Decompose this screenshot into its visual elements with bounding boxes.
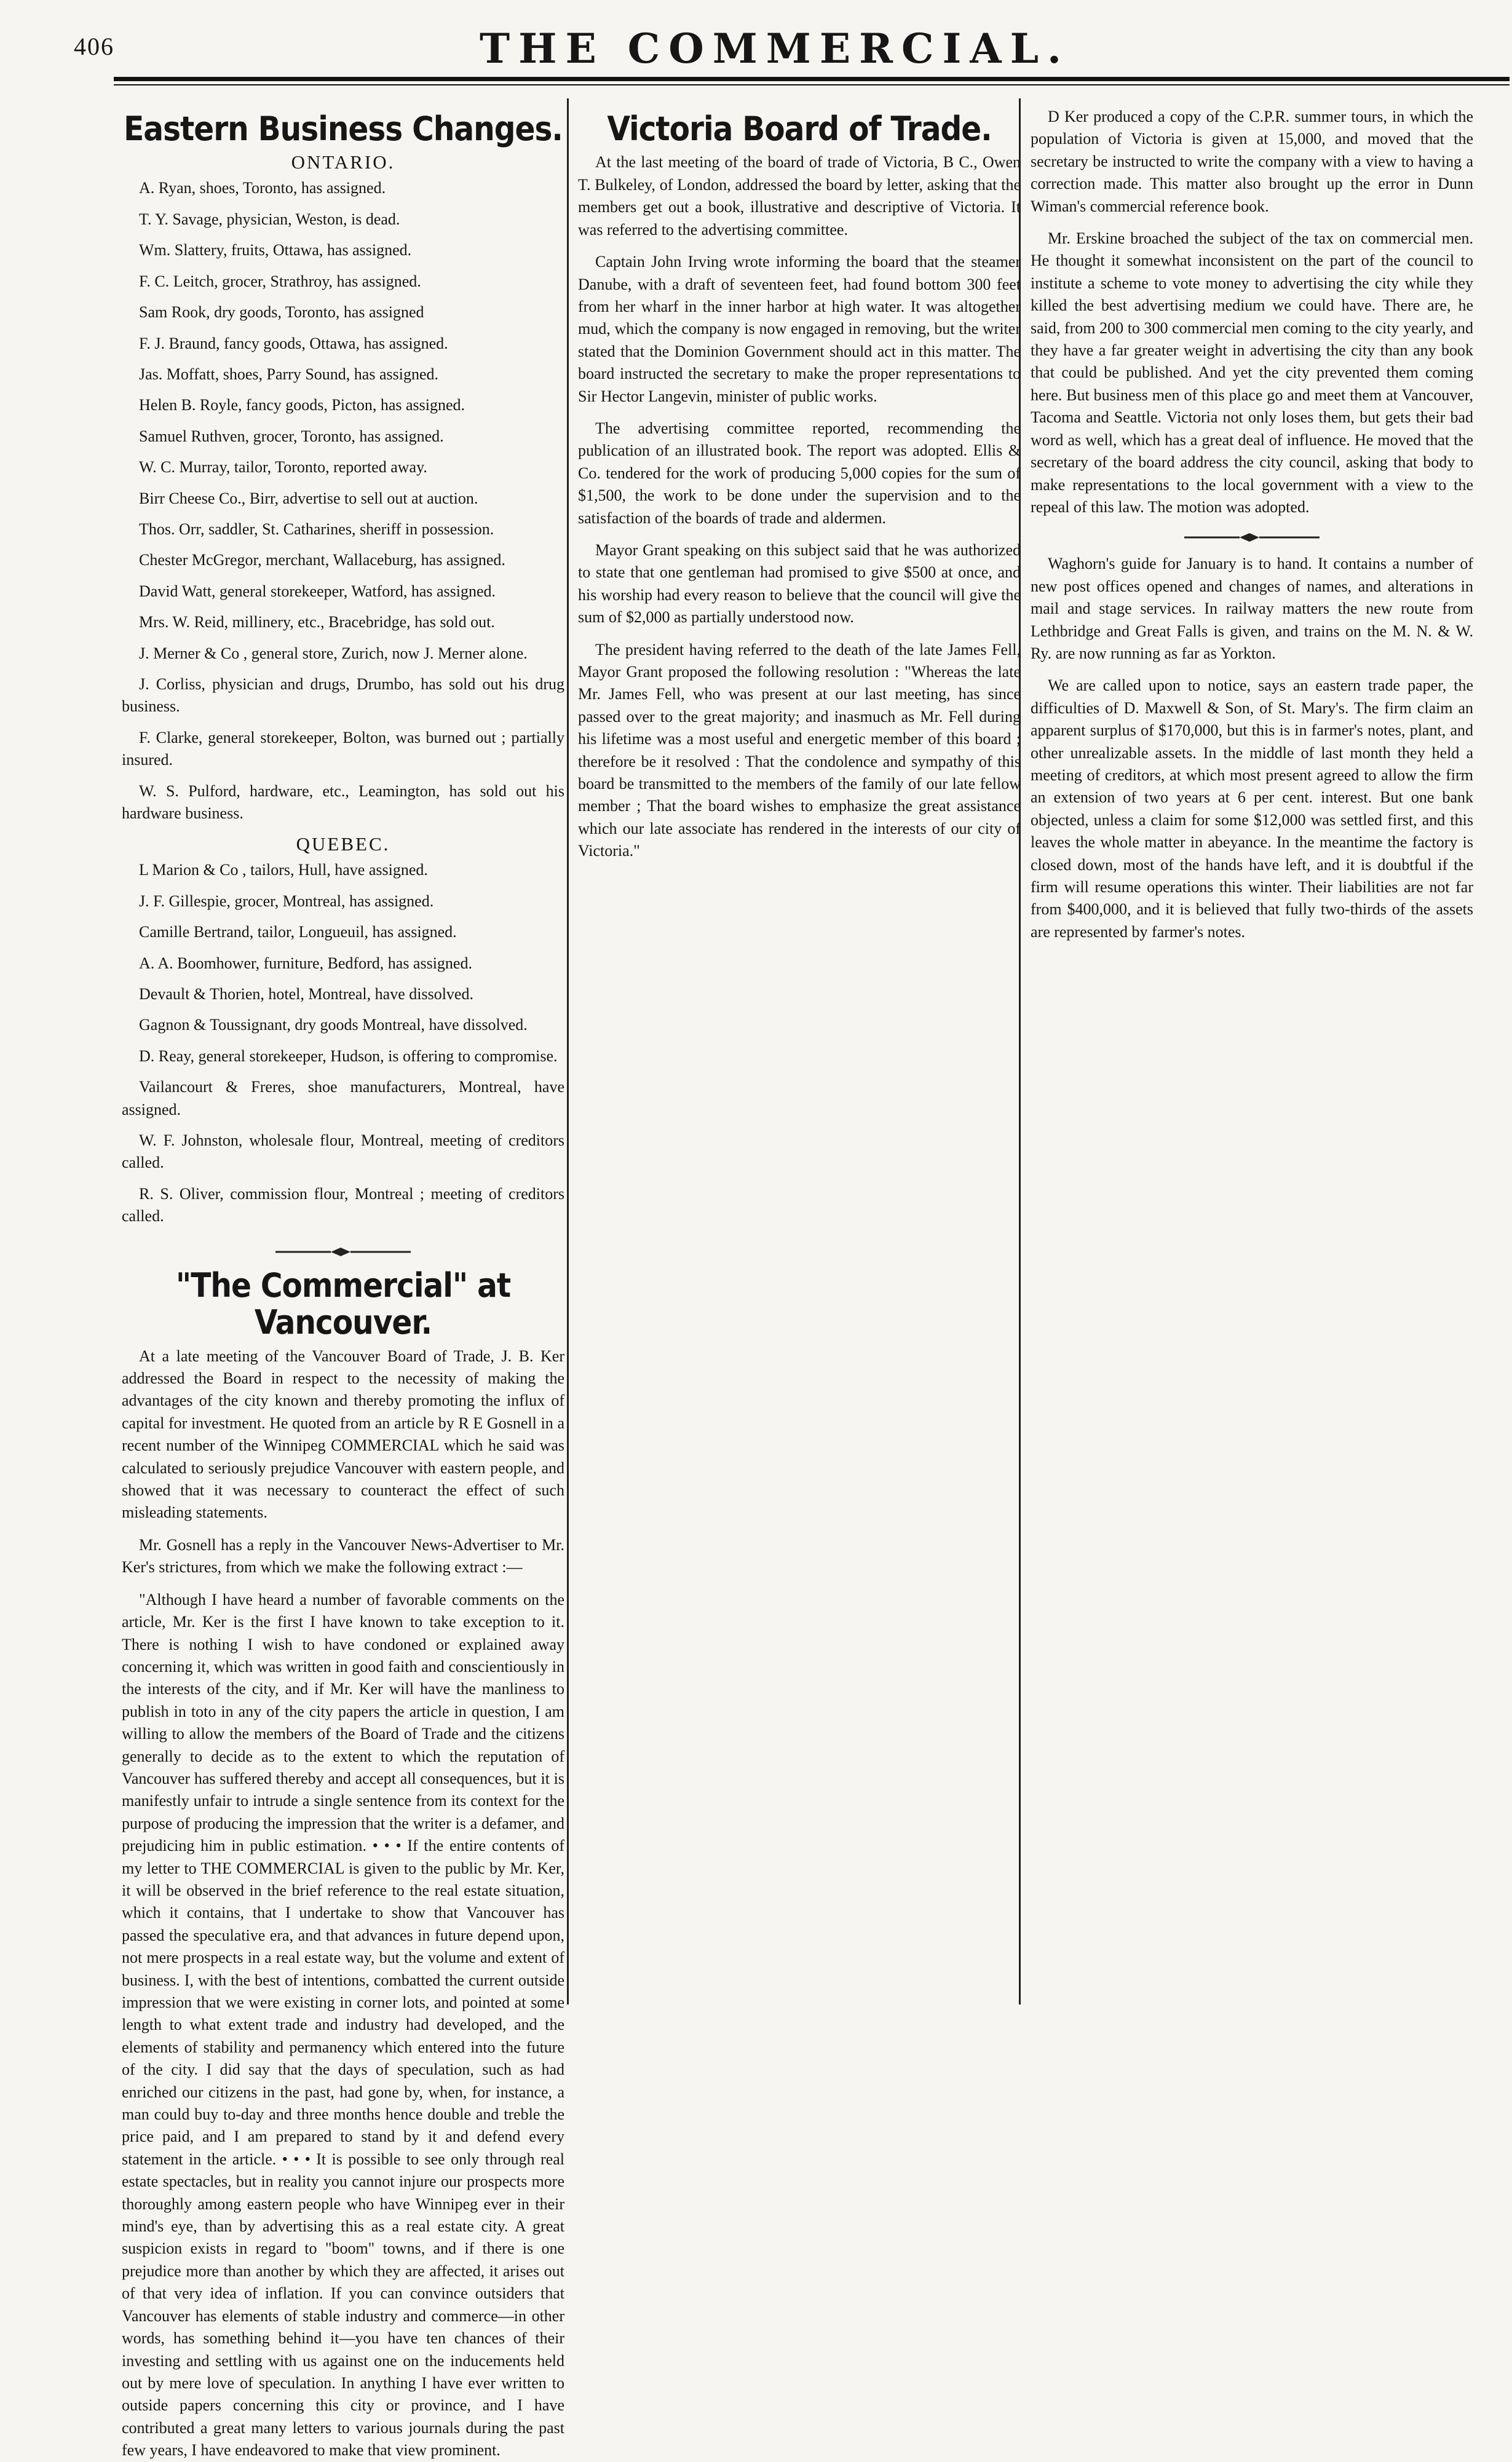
page-number: 406 <box>74 33 114 60</box>
list-item: Camille Bertrand, tailor, Longueuil, has assigned. <box>139 923 457 941</box>
list-item: W. S. Pulford, hardware, etc., Leamington, has sold out his hardware business. <box>122 782 564 822</box>
list-item: Samuel Ruthven, grocer, Toronto, has assigned. <box>139 427 444 445</box>
header-rule-thick <box>114 77 1510 81</box>
list-item: D. Reay, general storekeeper, Hudson, is offering to compromise. <box>139 1047 558 1065</box>
list-item: L Marion & Co , tailors, Hull, have assigned. <box>139 861 428 879</box>
list-item: Thos. Orr, saddler, St. Catharines, sheriff in possession. <box>139 520 494 538</box>
list-item: David Watt, general storekeeper, Watford, has assigned. <box>139 582 496 600</box>
list-item: Vailancourt & Freres, shoe manufacturers, Montreal, have assigned. <box>122 1078 564 1118</box>
list-item: Gagnon & Toussignant, dry goods Montreal, have dissolved. <box>139 1016 528 1034</box>
list-item: J. Merner & Co , general store, Zurich, now J. Merner alone. <box>139 644 528 662</box>
column-2 <box>578 106 1021 2006</box>
list-item: A. Ryan, shoes, Toronto, has assigned. <box>139 179 386 197</box>
list-item: W. F. Johnston, wholesale flour, Montreal, meeting of creditors called. <box>122 1131 564 1172</box>
list-item: T. Y. Savage, physician, Weston, is dead. <box>139 210 400 228</box>
article-paragraph: Mr. Erskine broached the subject of the tax on commercial men. He thought it somewhat inconsistent on the part of the council to institute a scheme to vote money to advertising the city while they killed the best advertising medium we could have. There are, he said, from 200 to 300 commercial men coming to the city yearly, and they have a far greater weight in advertising the city than any book that could be published. And yet the city prevented them coming here. But business men of this place go and meet them at Vancouver, Tacoma and Seattle. Victoria not only loses them, but gets their bad word as well, which has a great deal of influence. He moved that the secretary of the board address the city council, asking that body to make representations to the local government with a view to the repeal of this law. The motion was adopted. <box>1031 229 1473 516</box>
article-paragraph: D Ker produced a copy of the C.P.R. summer tours, in which the population of Victoria is given at 15,000, and moved that the secretary be instructed to write the company with a view to having a correction made. This matter also brought up the error in Dunn Wiman's commercial reference book. <box>1031 108 1473 215</box>
article-paragraph: The president having referred to the death of the late James Fell, Mayor Grant proposed the following resolution : "Whereas the late Mr. James Fell, who was present at our last meeting, has since passed over to the great majority; and inasmuch as Mr. Fell during his lifetime was a most useful and energetic member of this board ; therefore be it resolved : That the condolence and sympathy of this board be transmitted to the members of the family of our late fellow member ; That the board wishes to emphasize the great assistance which our late associate has rendered in the interests of our city of Victoria." <box>578 640 1021 860</box>
article-paragraph: At the last meeting of the board of trade of Victoria, B C., Owen T. Bulkeley, of London, addressed the board by letter, asking that the members get out a book, illustrative and descriptive of Victoria. It was referred to the advertising committee. <box>578 153 1021 239</box>
article-headline: "The Commercial" at Vancouver. <box>175 1265 511 1342</box>
section-divider-ornament <box>1031 528 1473 547</box>
list-item: F. Clarke, general storekeeper, Bolton, was burned out ; partially insured. <box>122 728 564 769</box>
article-paragraph: At a late meeting of the Vancouver Board of Trade, J. B. Ker addressed the Board in respect to the necessity of making the advantages of the city known and thereby promoting the influx of capital for investment. He quoted from an article by R E Gosnell in a recent number of the Winnipeg COMMERCIAL which he said was calculated to seriously prejudice Vancouver with eastern people, and showed that it was necessary to counteract the effect of such misleading statements. <box>122 1347 564 1522</box>
quebec-list <box>122 859 564 1227</box>
article-paragraph: Mr. Gosnell has a reply in the Vancouver News-Advertiser to Mr. Ker's strictures, from which we make the following extract :— <box>122 1535 564 1577</box>
list-item: Jas. Moffatt, shoes, Parry Sound, has assigned. <box>139 365 438 383</box>
list-item: J. Corliss, physician and drugs, Drumbo, has sold out his drug business. <box>122 675 564 716</box>
list-item: W. C. Murray, tailor, Toronto, reported away. <box>139 458 427 477</box>
news-brief-waghorn: Waghorn's guide for January is to hand. It contains a number of new post offices opened and changes of names, and alterations in mail and stage services. In railway matters the new route from Lethbridge and Great Falls is given, and trains on the M. N. & W. Ry. are now running as far as Yorkton. <box>1031 555 1473 662</box>
masthead: THE COMMERCIAL. <box>479 25 1071 73</box>
column-1 <box>122 106 564 2460</box>
article-paragraph: The advertising committee reported, recommending the publication of an illustrated book. The report was adopted. Ellis & Co. tendered for the work of producing 5,000 copies for the sum of $1,500, the work to be done under the supervision and to the satisfaction of the boards of trade and aldermen. <box>578 419 1021 527</box>
victoria-board-article <box>578 111 1021 863</box>
list-item: Wm. Slattery, fruits, Ottawa, has assigned. <box>139 241 412 259</box>
list-item: F. C. Leitch, grocer, Strathroy, has assigned. <box>139 272 421 290</box>
ontario-list <box>122 177 564 825</box>
column-rule <box>567 98 569 2005</box>
news-brief-maxwell: We are called upon to notice, says an eastern trade paper, the difficulties of D. Maxwell & Son, of St. Mary's. The firm claim an apparent surplus of $170,000, but this is in farmer's notes, plant, and other unrealizable assets. In the middle of last month they held a meeting of creditors, at which most present agreed to allow the firm an extension of two years at 6 per cent. interest. But one bank objected, unless a claim for some $12,000 was settled first, and this leaves the whole matter in abeyance. In the meantime the factory is closed down, most of the hands have left, and it is doubtful if the firm will resume operations this winter. Their liabilities are not far from $400,000, and it is believed that fully two-thirds of the assets are represented by farmer's notes. <box>1031 676 1473 941</box>
eastern-business-changes-article <box>122 111 564 1228</box>
column-3 <box>1031 106 1473 2006</box>
section-divider-ornament <box>122 1243 564 1261</box>
list-item: Mrs. W. Reid, millinery, etc., Bracebridge, has sold out. <box>139 613 495 631</box>
list-item: A. A. Boomhower, furniture, Bedford, has assigned. <box>139 954 472 972</box>
vancouver-article <box>122 1267 564 2462</box>
article-headline: Eastern Business Changes. <box>124 109 563 148</box>
list-item: Chester McGregor, merchant, Wallaceburg, has assigned. <box>139 551 505 569</box>
list-item: F. J. Braund, fancy goods, Ottawa, has assigned. <box>139 334 448 352</box>
article-paragraph: "Although I have heard a number of favorable comments on the article, Mr. Ker is the first I have known to take exception to it. There is nothing I wish to have condoned or explained away concerning it, which was written in good faith and conscientiously in the interests of the city, and if Mr. Ker will have the manliness to publish in toto in any of the city papers the article in question, I am willing to allow the members of the Board of Trade and the citizens generally to decide as to the extent to which the reputation of Vancouver has suffered thereby and accept all consequences, but it is manifestly unfair to intrude a single sentence from its context for the purpose of producing the impression that the writer is a defamer, and prejudicing him in public estimation. • • • If the entire contents of my letter to THE COMMERCIAL is given to the public by Mr. Ker, it will be observed in the brief reference to the real estate situation, which it contains, that I undertake to show that Vancouver has passed the speculative era, and that advances in future depend upon, not mere prospects in a real estate way, but the volume and extent of business. I, with the best of intentions, combatted the current outside impression that we were existing in corner lots, and pointed at some length to what extent trade and industry had developed, and the elements of stability and permanency which entered into the future of the city. I did say that the days of speculation, such as had enriched our citizens in the past, had gone by, when, for instance, a man could buy to-day and three months hence double and treble the price paid, and I am prepared to stand by it and defend every statement in the article. • • • It is possible to see only through real estate spectacles, but in reality you cannot injure our prospects more thoroughly among eastern people who have Winnipeg ever in their mind's eye, than by advertising this as a real estate city. A great suspicion exists in regard to "boom" towns, and if there is one prejudice more than another by which they are affected, it arises out of that very idea of inflation. If you can convince outsiders that Vancouver has elements of stable industry and commerce—in other words, has something behind it—you have ten chances of their investing and settling with us against one on the inducements held out by mere love of speculation. In anything I have ever written to outside papers concerning this city or province, and I have contributed a great many letters to various journals during the past few years, I have endeavored to make that view prominent. <box>122 1590 564 2460</box>
article-headline: Victoria Board of Trade. <box>607 109 992 148</box>
list-item: Sam Rook, dry goods, Toronto, has assigned <box>139 303 424 322</box>
article-paragraph: Mayor Grant speaking on this subject said that he was authorized to state that one gentleman had promised to give $500 at once, and his worship had every reason to believe that the council will give the sum of $2,000 as partially understood now. <box>578 540 1021 627</box>
page-header <box>0 0 1512 92</box>
article-paragraph: Captain John Irving wrote informing the board that the steamer Danube, with a draft of seventeen feet, had found bottom 300 feet from her wharf in the inner harbor at high water. It was altogether mud, which the company is now engaged in removing, but the writer stated that the Dominion Government should act in this matter. The board instructed the secretary to make the proper representations to Sir Hector Langevin, minister of public works. <box>578 253 1021 405</box>
list-item: J. F. Gillespie, grocer, Montreal, has assigned. <box>139 892 434 910</box>
list-item: R. S. Oliver, commission flour, Montreal ; meeting of creditors called. <box>122 1184 564 1225</box>
list-item: Devault & Thorien, hotel, Montreal, have dissolved. <box>139 985 473 1003</box>
header-rule-thin <box>114 84 1510 85</box>
section-subheading-quebec: QUEBEC. <box>296 833 390 855</box>
list-item: Helen B. Royle, fancy goods, Picton, has assigned. <box>139 396 465 414</box>
section-subheading-ontario: ONTARIO. <box>291 151 395 173</box>
list-item: Birr Cheese Co., Birr, advertise to sell out at auction. <box>139 489 478 507</box>
